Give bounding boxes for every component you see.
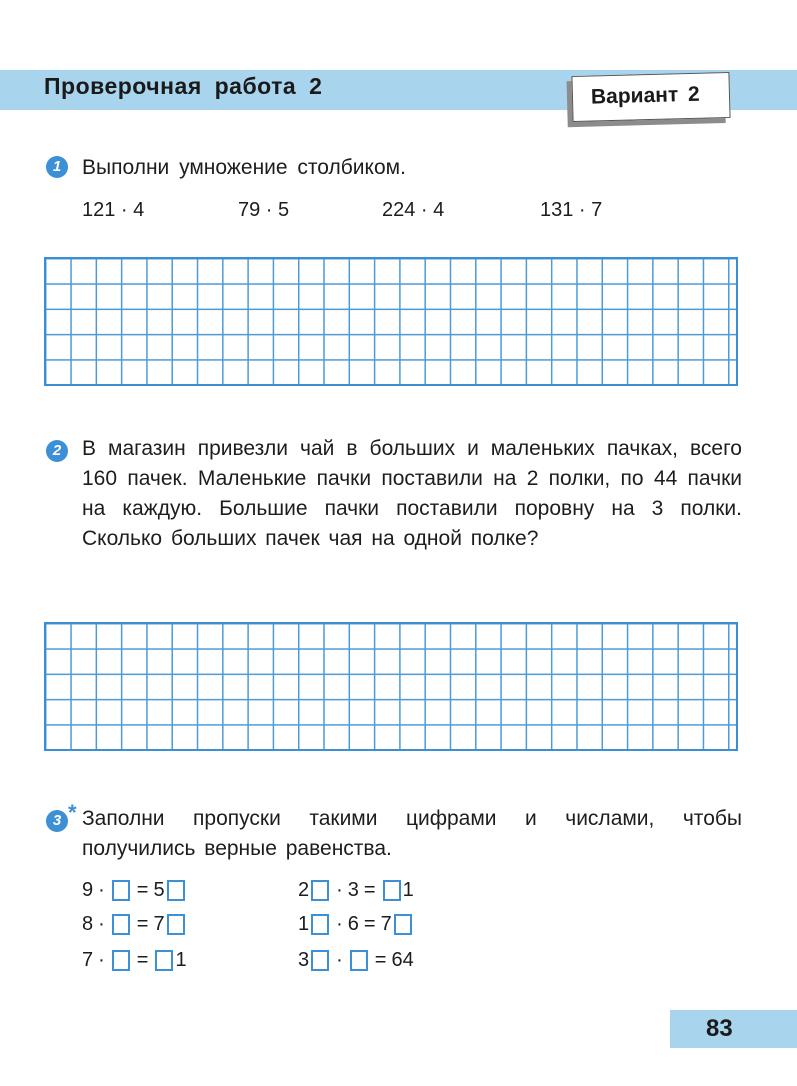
- equation-right-2: 1 · 6 = 7: [298, 911, 414, 937]
- page-number: 83: [706, 1015, 733, 1042]
- blank-box[interactable]: [112, 880, 130, 901]
- star-icon: *: [68, 800, 77, 825]
- answer-grid-task-1[interactable]: [44, 257, 738, 386]
- page-number-tab: [670, 1010, 797, 1048]
- equation-right-1: 2 · 3 = 1: [298, 878, 414, 901]
- blank-box[interactable]: [167, 880, 185, 901]
- expression-3: 224 · 4: [382, 199, 445, 221]
- equation-left-2: 8 · = 7: [82, 911, 187, 937]
- task-2-number-icon: 2: [46, 440, 68, 462]
- blank-box[interactable]: [311, 950, 329, 971]
- task-3-text: Заполни пропуски такими цифрами и числами, чтобы получились верные равенства.: [82, 807, 742, 860]
- blank-box[interactable]: [112, 950, 130, 971]
- expression-2: 79 · 5: [238, 199, 290, 221]
- blank-box[interactable]: [311, 914, 329, 935]
- task-2-text: В магазин привезли чай в больших и маленьких пачках, всего 160 пачек. Маленькие пачки поставили на 2 полки, по 44 пачки на каждую. Большие пачки поставили поровну на 3 полки. Сколько больших пачек чая на одной полке?: [82, 437, 742, 550]
- equation-right-3: 3 · = 64: [298, 948, 414, 971]
- blank-box[interactable]: [155, 950, 173, 971]
- expression-1: 121 · 4: [82, 199, 145, 221]
- answer-grid-task-2[interactable]: [44, 622, 738, 751]
- expression-4: 131 · 7: [540, 199, 603, 221]
- blank-box[interactable]: [394, 914, 412, 935]
- task-1-text: Выполни умножение столбиком.: [82, 156, 406, 179]
- blank-box[interactable]: [350, 950, 368, 971]
- page-title: Проверочная работа 2: [44, 73, 323, 99]
- equation-left-3: 7 · = 1: [82, 948, 187, 971]
- blank-box[interactable]: [311, 880, 329, 901]
- blank-box[interactable]: [167, 914, 185, 935]
- variant-label: [571, 72, 730, 122]
- variant-text: Вариант 2: [590, 82, 700, 109]
- equation-left-1: 9 · = 5: [82, 877, 187, 903]
- blank-box[interactable]: [112, 914, 130, 935]
- blank-box[interactable]: [383, 880, 401, 901]
- task-3-number-icon: 3: [46, 810, 68, 832]
- task-1-number-icon: 1: [46, 156, 68, 178]
